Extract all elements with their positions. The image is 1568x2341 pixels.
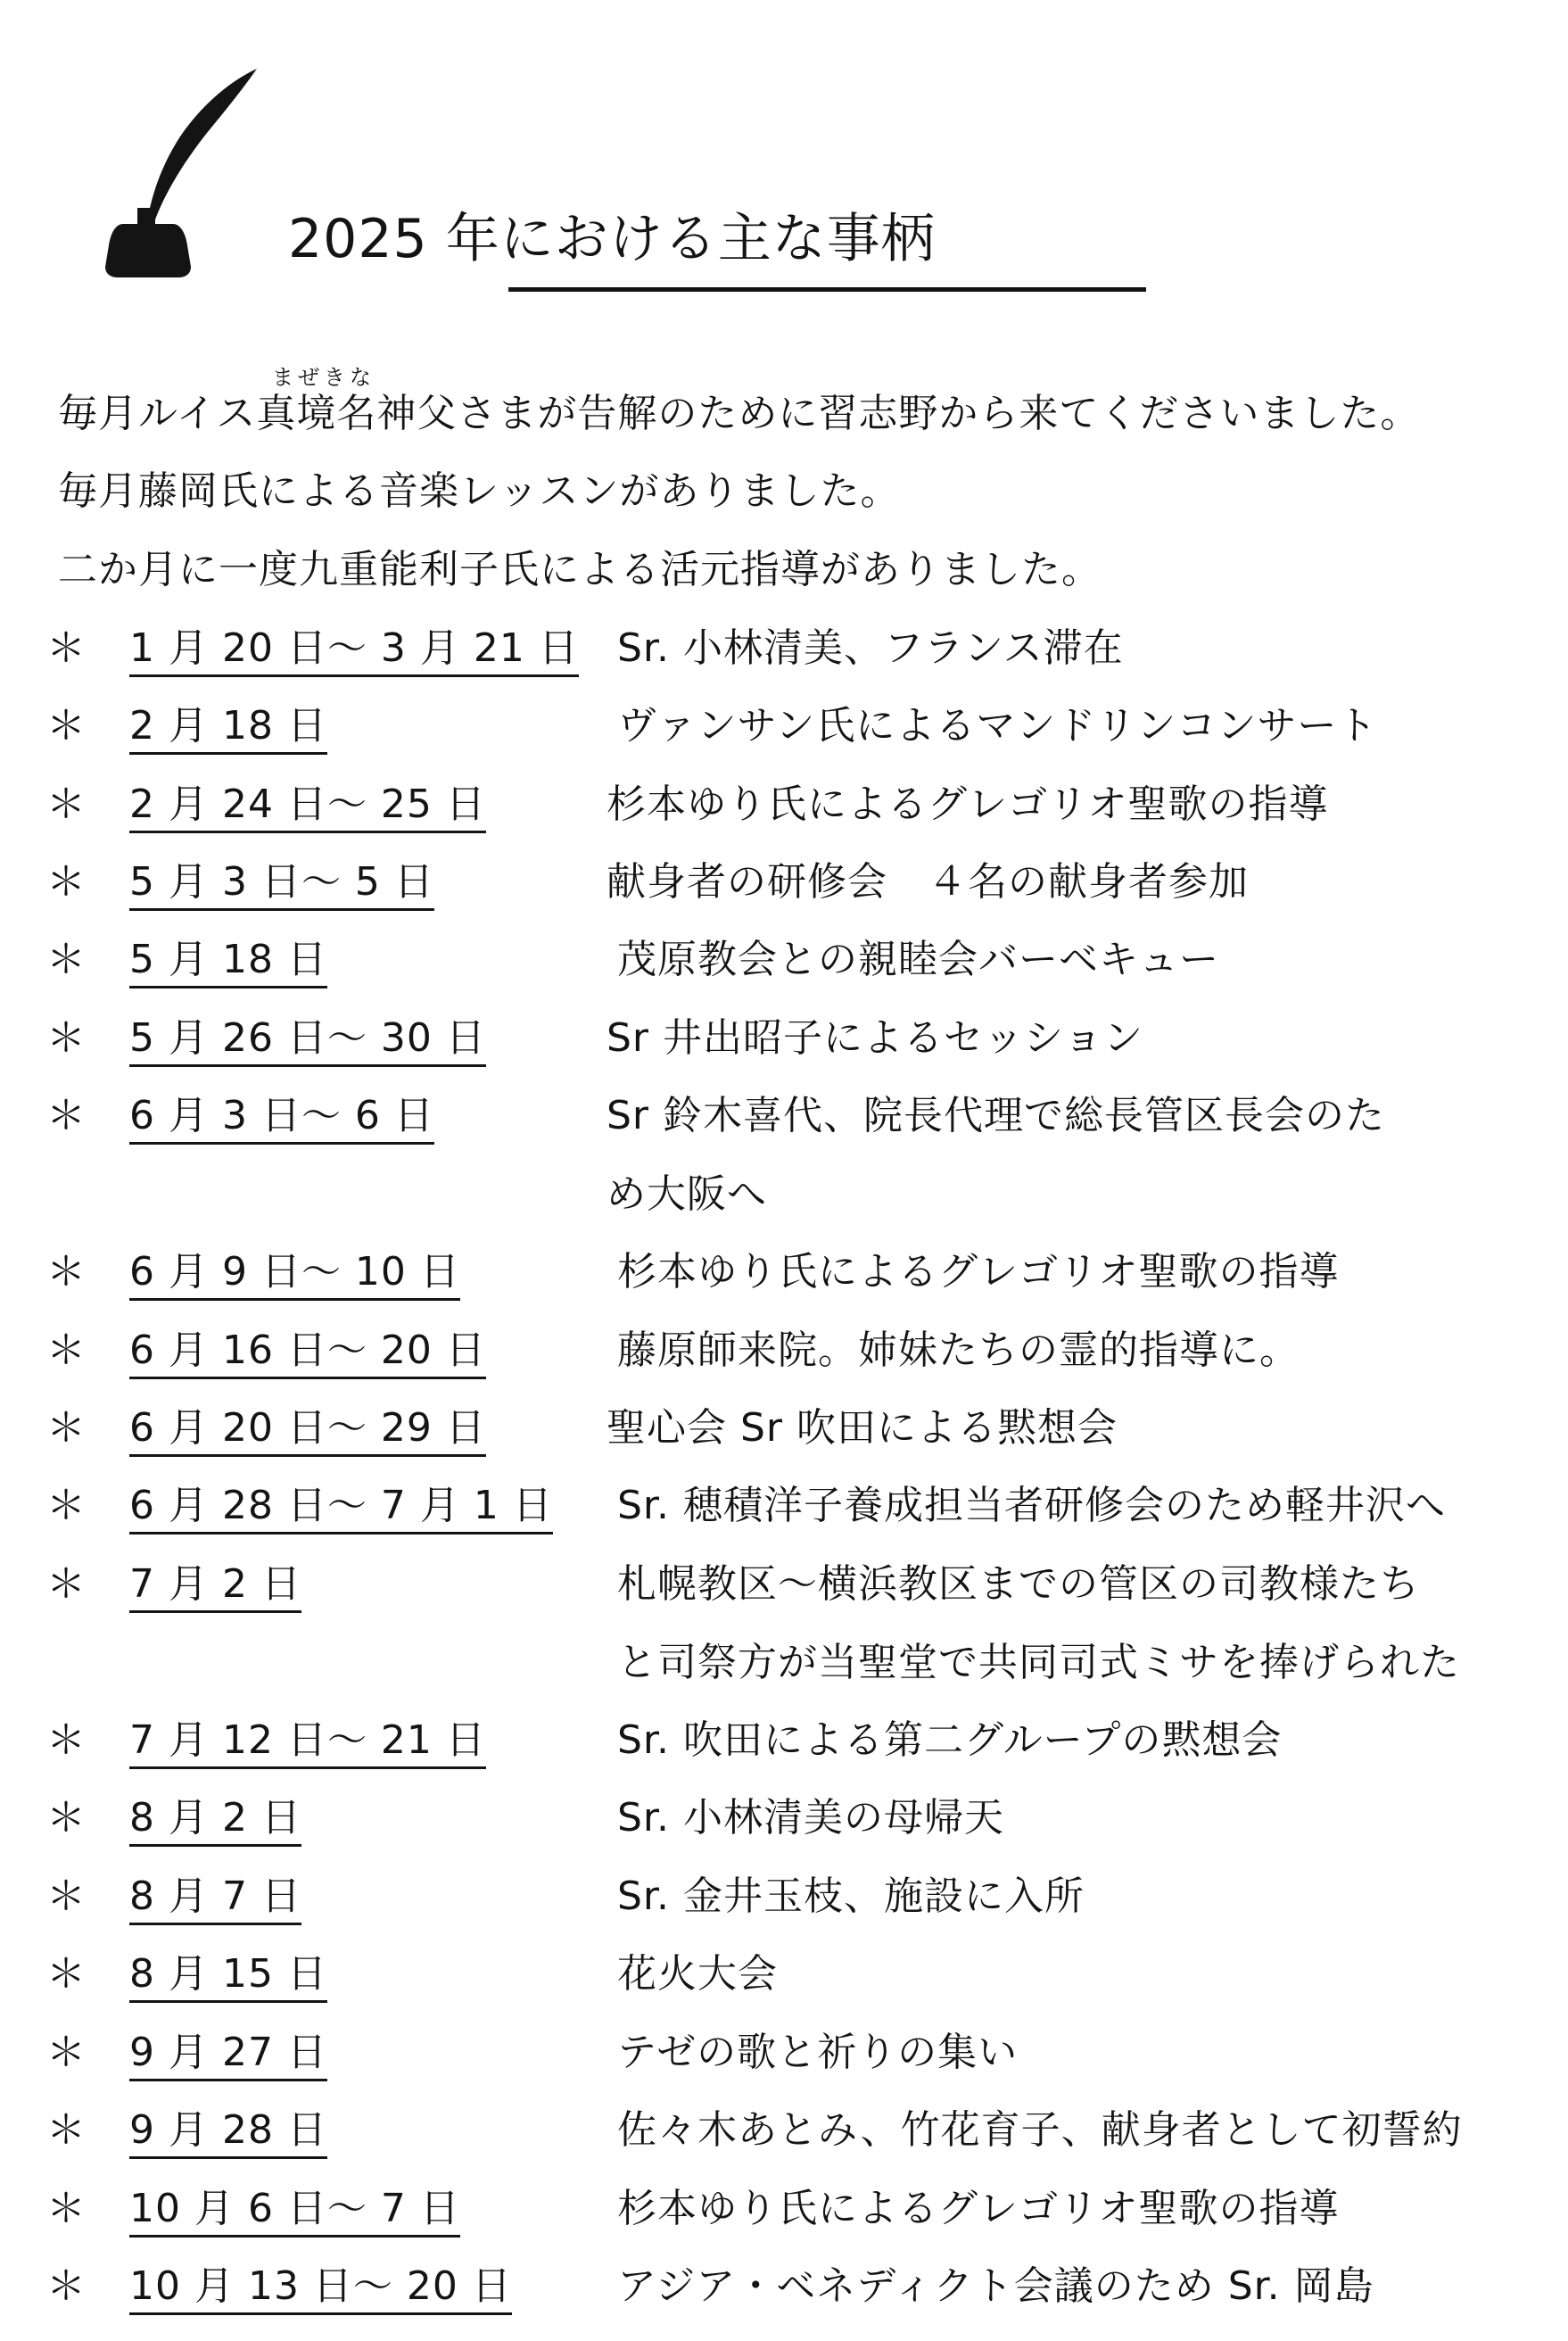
event-description <box>617 1701 1282 1780</box>
event-description <box>617 2091 1463 2170</box>
asterisk-bullet: ＊ <box>46 1951 86 1997</box>
asterisk-bullet: ＊ <box>46 2107 86 2153</box>
page-title: 2025 年における主な事柄 <box>288 208 936 270</box>
asterisk-bullet: ＊ <box>46 1328 86 1373</box>
intro-line-1: 毎月ルイス真境名神父さまが告解のために習志野から来てくださいました。 <box>58 391 1421 436</box>
event-date: 10 月 13 日～ 20 日 <box>129 2262 512 2315</box>
event-date: 2 月 24 日～ 25 日 <box>129 781 486 833</box>
event-description-line: ヴァンサン氏によるマンドリンコンサート <box>617 703 1378 749</box>
asterisk-bullet: ＊ <box>46 1483 86 1528</box>
asterisk-bullet: ＊ <box>46 2263 86 2309</box>
event-description-line: 藤原師来院。姉妹たちの霊的指導に。 <box>617 1328 1300 1373</box>
event-description-line: 杉本ゆり氏によるグレゴリオ聖歌の指導 <box>607 782 1329 827</box>
event-date: 8 月 7 日 <box>129 1873 301 1925</box>
event-description <box>617 1857 1085 1936</box>
event-row <box>0 1092 1568 1217</box>
event-description <box>617 2014 1018 2092</box>
event-description <box>617 921 1219 999</box>
event-description <box>617 1545 1460 1702</box>
event-description-line: Sr. 穂積洋子養成担当者研修会のため軽井沢へ <box>617 1483 1446 1528</box>
event-description-line: 花火大会 <box>617 1951 778 1997</box>
event-row <box>0 1873 1568 1951</box>
event-description-line: め大阪へ <box>607 1171 767 1217</box>
asterisk-bullet: ＊ <box>46 1405 86 1451</box>
event-date: 6 月 28 日～ 7 月 1 日 <box>129 1482 553 1534</box>
event-description <box>607 999 1143 1078</box>
event-description-line: アジア・ベネディクト会議のため Sr. 岡島 <box>617 2263 1374 2309</box>
asterisk-bullet: ＊ <box>46 1795 86 1841</box>
event-date: 9 月 27 日 <box>129 2029 327 2081</box>
furigana-annotation: まぜきな <box>272 365 375 390</box>
event-date: 6 月 16 日～ 20 日 <box>129 1327 486 1379</box>
event-description-line: 献身者の研修会 ４名の献身者参加 <box>607 859 1249 905</box>
event-description-line: と司祭方が当聖堂で共同司式ミサを捧げられた <box>617 1640 1460 1685</box>
asterisk-bullet: ＊ <box>46 703 86 749</box>
event-date: 6 月 3 日～ 6 日 <box>129 1092 434 1145</box>
event-row <box>0 2262 1568 2341</box>
event-date: 8 月 2 日 <box>129 1794 301 1847</box>
event-description-line: 札幌教区～横浜教区までの管区の司教様たち <box>617 1561 1420 1607</box>
event-date: 7 月 12 日～ 21 日 <box>129 1716 486 1769</box>
event-description-line: 杉本ゆり氏によるグレゴリオ聖歌の指導 <box>617 2186 1340 2231</box>
event-description-line: 杉本ゆり氏によるグレゴリオ聖歌の指導 <box>617 1249 1340 1295</box>
event-description <box>607 765 1329 844</box>
event-description <box>617 1233 1340 1311</box>
asterisk-bullet: ＊ <box>46 782 86 827</box>
asterisk-bullet: ＊ <box>46 859 86 905</box>
asterisk-bullet: ＊ <box>46 1093 86 1138</box>
title-underline <box>508 287 1146 292</box>
event-description <box>617 1935 778 2014</box>
event-date: 6 月 9 日～ 10 日 <box>129 1248 460 1301</box>
event-date: 10 月 6 日～ 7 日 <box>129 2185 460 2238</box>
event-description <box>607 1077 1385 1234</box>
event-description <box>617 2247 1374 2326</box>
asterisk-bullet: ＊ <box>46 625 86 671</box>
event-description-line: 佐々木あとみ、竹花育子、献身者として初誓約 <box>617 2107 1463 2153</box>
event-description-line: Sr 鈴木喜代、院長代理で総長管区長会のた <box>607 1093 1386 1138</box>
event-description-line: 茂原教会との親睦会バーベキュー <box>617 937 1219 982</box>
asterisk-bullet: ＊ <box>46 937 86 982</box>
event-row <box>0 1560 1568 1685</box>
event-date: 1 月 20 日～ 3 月 21 日 <box>129 625 579 677</box>
event-description-line: Sr 井出昭子によるセッション <box>607 1015 1144 1061</box>
event-date: 8 月 15 日 <box>129 1950 327 2003</box>
asterisk-bullet: ＊ <box>46 1874 86 1919</box>
asterisk-bullet: ＊ <box>46 1015 86 1061</box>
event-description-line: Sr. 金井玉枝、施設に入所 <box>617 1874 1085 1919</box>
event-description <box>617 609 1124 688</box>
asterisk-bullet: ＊ <box>46 1249 86 1295</box>
asterisk-bullet: ＊ <box>46 1561 86 1607</box>
event-description <box>617 1779 1004 1857</box>
intro-line-2: 毎月藤岡氏による音楽レッスンがありました。 <box>58 468 901 514</box>
event-description <box>617 687 1377 765</box>
event-description-line: Sr. 小林清美の母帰天 <box>617 1795 1004 1841</box>
event-description <box>607 1389 1118 1468</box>
event-description <box>607 843 1249 922</box>
event-date: 6 月 20 日～ 29 日 <box>129 1404 486 1457</box>
event-description <box>617 1467 1446 1545</box>
quill-inkwell-icon <box>98 67 276 290</box>
event-date: 5 月 26 日～ 30 日 <box>129 1014 486 1067</box>
asterisk-bullet: ＊ <box>46 1717 86 1763</box>
event-date: 7 月 2 日 <box>129 1560 301 1613</box>
event-date: 5 月 3 日～ 5 日 <box>129 858 434 911</box>
event-date: 5 月 18 日 <box>129 936 327 989</box>
event-date: 2 月 18 日 <box>129 702 327 755</box>
event-description <box>617 1311 1300 1390</box>
asterisk-bullet: ＊ <box>46 2030 86 2075</box>
event-description <box>617 2170 1340 2248</box>
asterisk-bullet: ＊ <box>46 2186 86 2231</box>
event-description-line: Sr. 小林清美、フランス滞在 <box>617 625 1124 671</box>
event-description-line: Sr. 吹田による第二グループの黙想会 <box>617 1717 1283 1763</box>
intro-line-3: 二か月に一度九重能利子氏による活元指導がありました。 <box>58 547 1102 592</box>
event-description-line: 聖心会 Sr 吹田による黙想会 <box>607 1405 1118 1451</box>
event-description-line: テゼの歌と祈りの集い <box>617 2030 1019 2075</box>
event-date: 9 月 28 日 <box>129 2106 327 2159</box>
